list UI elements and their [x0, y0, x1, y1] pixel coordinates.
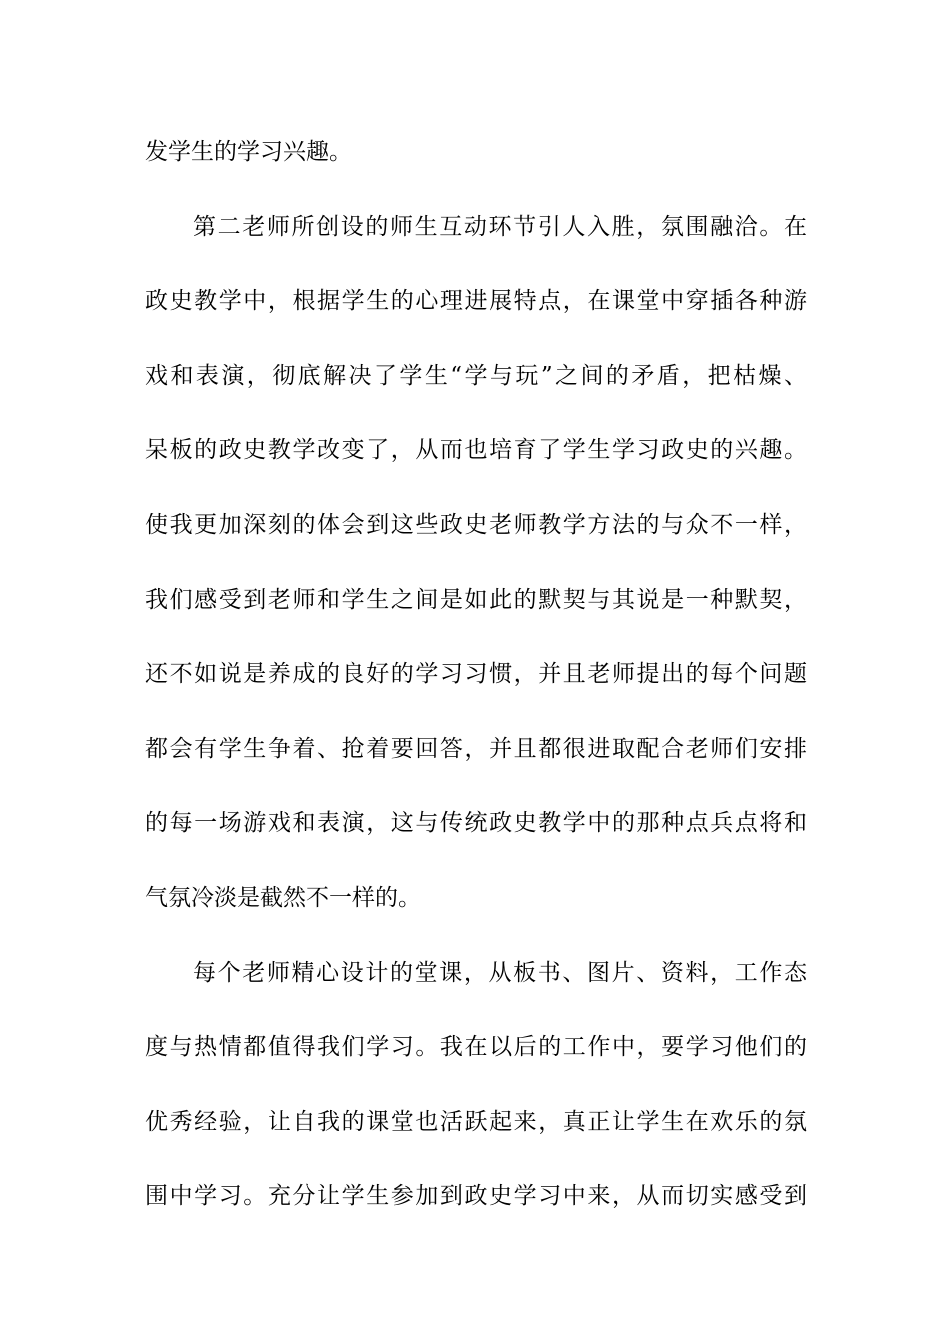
text-line: 呆板的政史教学改变了，从而也培育了学生学习政史的兴趣。 [145, 437, 807, 464]
text-line: 政史教学中，根据学生的心理进展特点，在课堂中穿插各种游 [145, 288, 807, 315]
text-line: 我们感受到老师和学生之间是如此的默契与其说是一种默契， [145, 586, 807, 613]
text-line: 优秀经验，让自我的课堂也活跃起来，真正让学生在欢乐的氛 [145, 1108, 807, 1135]
text-line: 度与热情都值得我们学习。我在以后的工作中，要学习他们的 [145, 1034, 807, 1061]
body-text [145, 126, 807, 1245]
text-line: 第二老师所创设的师生互动环节引人入胜，氛围融洽。在 [193, 213, 807, 240]
text-line: 的每一场游戏和表演，这与传统政史教学中的那种点兵点将和 [145, 810, 807, 837]
text-line: 戏和表演，彻底解决了学生“学与玩”之间的矛盾，把枯燥、 [145, 362, 807, 389]
text-line: 发学生的学习兴趣。 [145, 139, 352, 165]
text-line: 每个老师精心设计的堂课，从板书、图片、资料，工作态 [193, 959, 807, 986]
text-line: 都会有学生争着、抢着要回答，并且都很进取配合老师们安排 [145, 735, 807, 762]
text-line: 还不如说是养成的良好的学习习惯，并且老师提出的每个问题 [145, 661, 807, 688]
text-line: 围中学习。充分让学生参加到政史学习中来，从而切实感受到 [145, 1183, 807, 1210]
text-line: 气氛冷淡是截然不一样的。 [145, 884, 421, 911]
text-line: 使我更加深刻的体会到这些政史老师教学方法的与众不一样， [145, 511, 807, 538]
